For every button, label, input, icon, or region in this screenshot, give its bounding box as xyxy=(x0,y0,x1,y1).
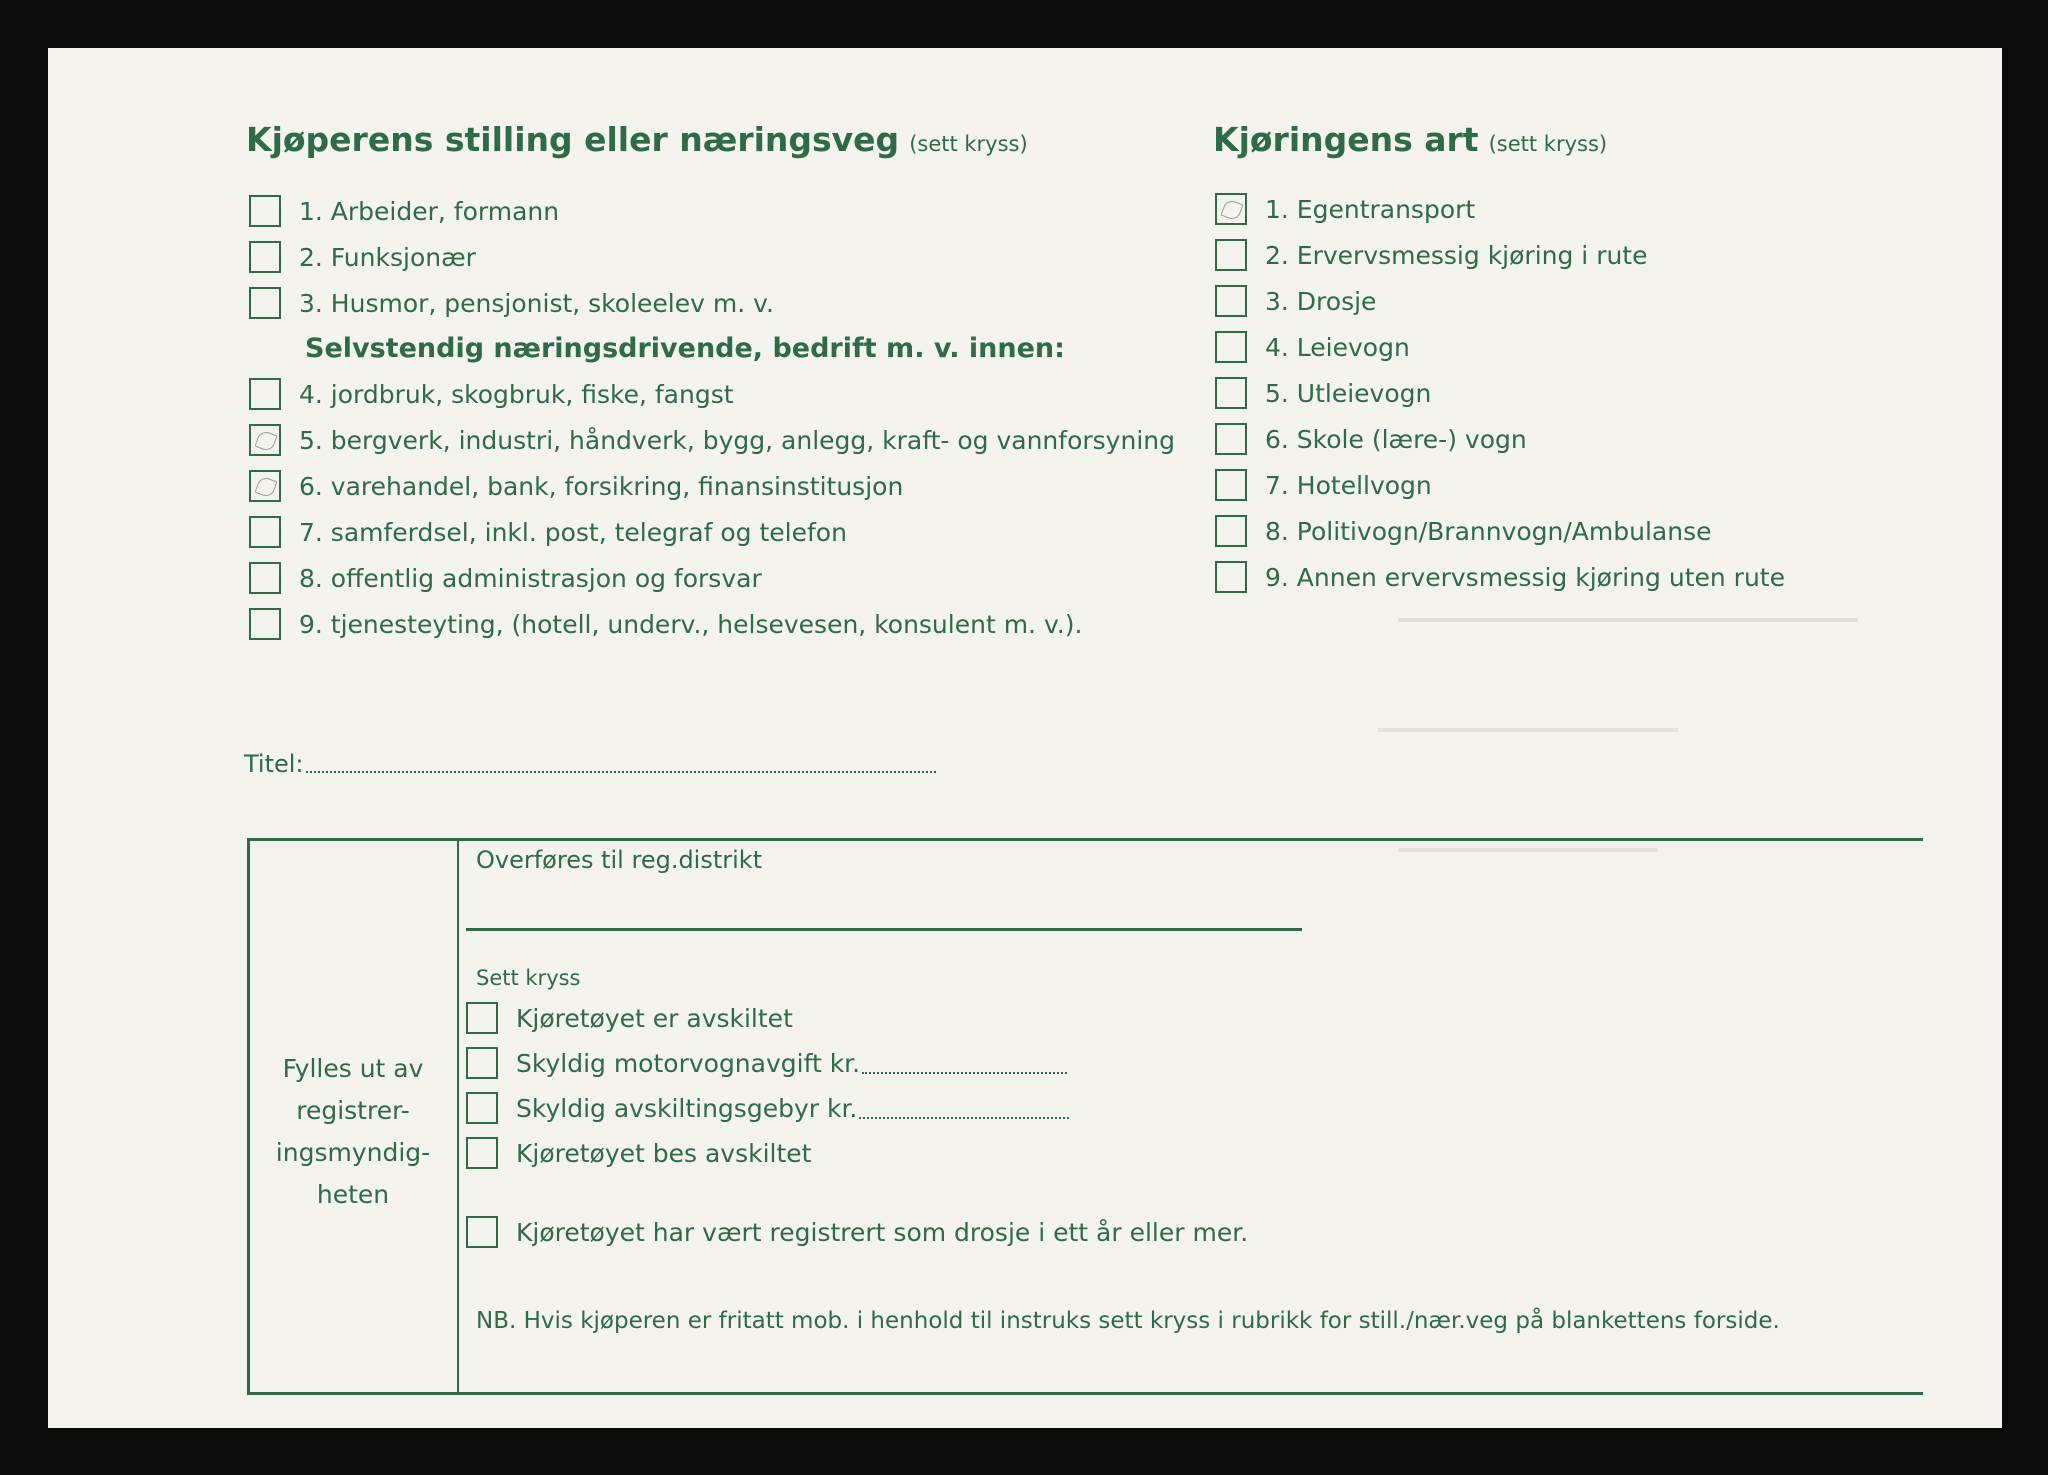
form-sheet xyxy=(48,48,2002,1428)
driving-option-6[interactable] xyxy=(1215,423,1527,455)
checkbox[interactable] xyxy=(466,1002,498,1034)
show-through-mark xyxy=(1398,848,1658,852)
checkbox[interactable] xyxy=(1215,561,1247,593)
checkbox[interactable] xyxy=(249,562,281,594)
driving-option-4[interactable] xyxy=(1215,331,1410,363)
option-label: 9. Annen ervervsmessig kjøring uten rute xyxy=(1265,562,1785,592)
show-through-mark xyxy=(1378,728,1678,732)
option-label: 4. Leievogn xyxy=(1265,332,1410,362)
driving-option-7[interactable] xyxy=(1215,469,1432,501)
occupation-option-5[interactable] xyxy=(249,424,1175,456)
occupation-option-7[interactable] xyxy=(249,516,847,548)
option-label: 2. Ervervsmessig kjøring i rute xyxy=(1265,240,1648,270)
option-label: 5. bergverk, industri, håndverk, bygg, anlegg, kraft- og vannforsyning xyxy=(299,425,1175,455)
checkbox-checked[interactable] xyxy=(249,424,281,456)
checkbox[interactable] xyxy=(249,241,281,273)
option-label: 8. Politivogn/Brannvogn/Ambulanse xyxy=(1265,516,1712,546)
occupation-option-1[interactable] xyxy=(249,195,559,227)
amount-dotted-line[interactable] xyxy=(862,1070,1067,1074)
reg-option-taxi-history[interactable] xyxy=(466,1216,1248,1248)
title-dotted-line[interactable] xyxy=(306,769,936,773)
checkbox[interactable] xyxy=(1215,285,1247,317)
occupation-option-3[interactable] xyxy=(249,287,774,319)
option-label: Skyldig motorvognavgift kr. xyxy=(516,1048,861,1078)
option-label: 1. Egentransport xyxy=(1265,194,1476,224)
option-label: 9. tjenesteyting, (hotell, underv., helsevesen, konsulent m. v.). xyxy=(299,609,1083,639)
reg-option-plate-fee[interactable] xyxy=(466,1092,1069,1124)
occupation-option-6[interactable] xyxy=(249,470,903,502)
checkbox[interactable] xyxy=(1215,377,1247,409)
option-label: 6. Skole (lære-) vogn xyxy=(1265,424,1527,454)
self-employed-subheading: Selvstendig næringsdrivende, bedrift m. v. innen: xyxy=(305,333,1065,364)
title-label: Titel: xyxy=(244,750,304,778)
buyer-occupation-heading xyxy=(246,120,1028,159)
checkbox[interactable] xyxy=(1215,239,1247,271)
checkbox[interactable] xyxy=(249,195,281,227)
check-hint: Sett kryss xyxy=(476,966,581,990)
driving-option-8[interactable] xyxy=(1215,515,1712,547)
driving-option-2[interactable] xyxy=(1215,239,1648,271)
occupation-option-9[interactable] xyxy=(249,608,1082,640)
checkbox[interactable] xyxy=(249,378,281,410)
checkbox[interactable] xyxy=(1215,331,1247,363)
title-field[interactable] xyxy=(244,750,936,778)
checkbox[interactable] xyxy=(249,287,281,319)
option-label: 7. samferdsel, inkl. post, telegraf og telefon xyxy=(299,517,847,547)
box-top-border xyxy=(247,838,1923,841)
occupation-option-2[interactable] xyxy=(249,241,476,273)
checkbox-checked[interactable] xyxy=(249,470,281,502)
checkbox-checked[interactable] xyxy=(1215,193,1247,225)
checkbox[interactable] xyxy=(466,1092,498,1124)
reg-option-request-deregister[interactable] xyxy=(466,1137,811,1169)
option-label: 4. jordbruk, skogbruk, fiske, fangst xyxy=(299,379,734,409)
heading-note: (sett kryss) xyxy=(1488,132,1608,156)
option-label: Kjøretøyet har vært registrert som drosje i ett år eller mer. xyxy=(516,1217,1249,1247)
option-label: 5. Utleievogn xyxy=(1265,378,1432,408)
checkbox[interactable] xyxy=(249,516,281,548)
heading-text: Kjøperens stilling eller næringsveg xyxy=(246,120,900,159)
option-label: Skyldig avskiltingsgebyr kr. xyxy=(516,1093,858,1123)
reg-option-deregistered[interactable] xyxy=(466,1002,793,1034)
authority-fill-label: Fylles ut av registrer- ingsmyndig- heten xyxy=(275,1054,431,1209)
option-label: 3. Drosje xyxy=(1265,286,1377,316)
driving-option-3[interactable] xyxy=(1215,285,1376,317)
checkbox[interactable] xyxy=(1215,515,1247,547)
option-label: 7. Hotellvogn xyxy=(1265,470,1432,500)
driving-type-heading xyxy=(1213,120,1607,159)
option-label: 8. offentlig administrasjon og forsvar xyxy=(299,563,762,593)
heading-note: (sett kryss) xyxy=(909,132,1028,156)
driving-option-5[interactable] xyxy=(1215,377,1431,409)
option-label: 1. Arbeider, formann xyxy=(299,196,560,226)
option-label: Kjøretøyet er avskiltet xyxy=(516,1003,793,1033)
reg-option-vehicle-tax[interactable] xyxy=(466,1047,1067,1079)
checkbox[interactable] xyxy=(1215,469,1247,501)
checkbox[interactable] xyxy=(249,608,281,640)
occupation-option-8[interactable] xyxy=(249,562,762,594)
checkbox[interactable] xyxy=(466,1137,498,1169)
checkbox[interactable] xyxy=(1215,423,1247,455)
driving-option-9[interactable] xyxy=(1215,561,1785,593)
transfer-district-line[interactable] xyxy=(466,928,1302,931)
option-label: 6. varehandel, bank, forsikring, finansinstitusjon xyxy=(299,471,904,501)
option-label: 3. Husmor, pensjonist, skoleelev m. v. xyxy=(299,288,774,318)
show-through-mark xyxy=(1398,618,1858,622)
driving-option-1[interactable] xyxy=(1215,193,1475,225)
occupation-option-4[interactable] xyxy=(249,378,734,410)
heading-text: Kjøringens art xyxy=(1213,120,1479,159)
amount-dotted-line[interactable] xyxy=(859,1115,1069,1119)
transfer-label: Overføres til reg.distrikt xyxy=(476,846,763,874)
option-label: Kjøretøyet bes avskiltet xyxy=(516,1138,812,1168)
checkbox[interactable] xyxy=(466,1216,498,1248)
nb-note: NB. Hvis kjøperen er fritatt mob. i henhold til instruks sett kryss i rubrikk for still./nær.veg på blankettens forside. xyxy=(476,1308,1780,1334)
checkbox[interactable] xyxy=(466,1047,498,1079)
option-label: 2. Funksjonær xyxy=(299,242,476,272)
box-bottom-border xyxy=(247,1392,1923,1395)
